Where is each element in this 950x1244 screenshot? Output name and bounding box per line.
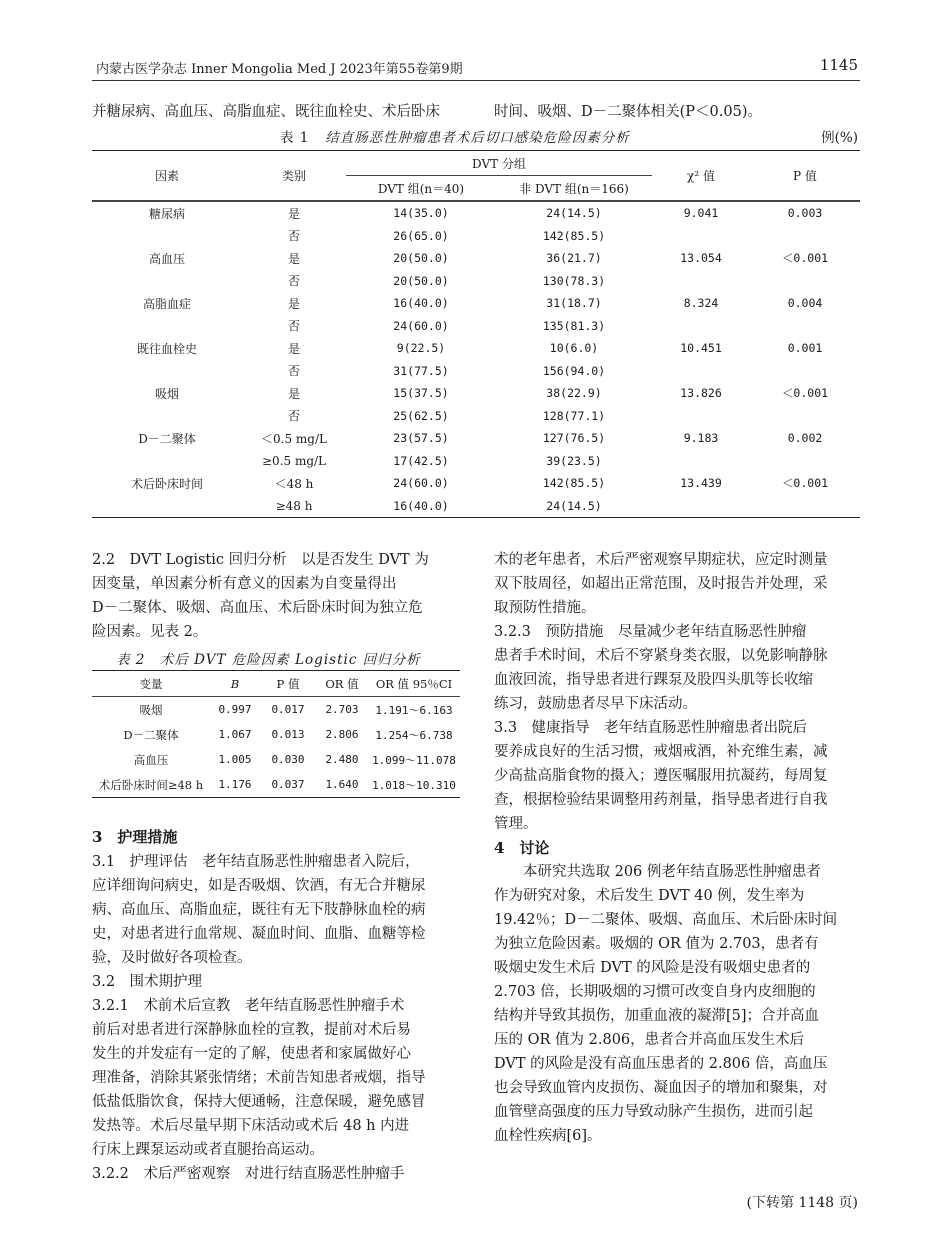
t1-cell-category: ＜0.5 mg/L (261, 431, 327, 446)
s323-line: 血液回流，指导患者进行踝泵及股四头肌等长收缩 (494, 672, 813, 688)
s31-line: 验，及时做好各项检查。 (92, 950, 252, 966)
t1-header-category: 类别 (281, 169, 306, 183)
t1-cell-category: 否 (287, 364, 300, 379)
s321-line: 3.2.1 术前术后宣教 老年结直肠恶性肿瘤手术 (92, 998, 405, 1014)
s31-line: 病、高血压、高脂血症，既往有无下肢静脉血栓的病 (92, 902, 426, 918)
t1-header-group: DVT 分组 (346, 151, 652, 176)
s22-line: 2.2 DVT Logistic 回归分析 以是否发生 DVT 为 (92, 552, 429, 568)
cont322-line: 双下肢周径，如超出正常范围，及时报告并处理，采 (494, 576, 828, 592)
t1-header-non-dvt: 非 DVT 组(n＝166) (519, 181, 629, 196)
t1-cell-chi: 9.041 (683, 206, 719, 221)
s31-line: 3.1 护理评估 老年结直肠恶性肿瘤患者入院后， (92, 854, 420, 870)
t1-cell-dvt: 9(22.5) (396, 341, 446, 356)
t1-cell-dvt: 31(77.5) (393, 363, 449, 378)
t1-cell-category: ≥48 h (275, 498, 313, 513)
t1-cell-dvt: 20(50.0) (393, 273, 449, 288)
s4-line: 吸烟史发生术后 DVT 的风险是没有吸烟史患者的 (494, 960, 811, 976)
t1-cell-dvt: 15(37.5) (393, 386, 449, 401)
t2-cell-p: 0.030 (271, 753, 305, 766)
continued-note: (下转第 1148 页) (746, 1195, 858, 1211)
table-row (92, 747, 460, 772)
s4-line: 血栓性疾病[6]。 (494, 1128, 602, 1144)
t2-cell-or: 1.640 (325, 778, 359, 791)
t1-cell-factor (92, 495, 242, 518)
t1-cell-non-dvt: 24(14.5) (546, 206, 602, 221)
t2-cell-ci: 1.254～6.738 (375, 728, 453, 742)
table-row (92, 337, 860, 360)
t1-header-factor: 因素 (154, 169, 179, 183)
t1-cell-factor (92, 315, 242, 338)
right-column (494, 548, 860, 1148)
table1-unit: 例(%) (821, 130, 858, 146)
cont322-line: 术的老年患者，术后严密观察早期症状，应定时测量 (494, 552, 828, 568)
t1-cell-non-dvt: 31(18.7) (546, 296, 602, 311)
t1-cell-non-dvt: 156(94.0) (542, 363, 606, 378)
t1-cell-dvt: 16(40.0) (393, 498, 449, 513)
t1-cell-factor (92, 405, 242, 428)
t1-cell-chi: 13.439 (680, 476, 722, 491)
t1-cell-category: 是 (287, 206, 300, 221)
s323-line: 练习，鼓励患者尽早下床活动。 (494, 696, 697, 712)
t1-cell-p: ＜0.001 (781, 251, 829, 266)
t2-cell-b: 0.997 (218, 703, 252, 716)
s4-line: 结构并导致其损伤，加重血液的凝滞[5]；合并高血 (494, 1008, 820, 1024)
table1-caption-number: 表 1 (280, 130, 310, 146)
t2-cell-ci: 1.099～11.078 (372, 753, 456, 767)
s33-line: 查，根据检验结果调整用药剂量，指导患者进行自我 (494, 792, 828, 808)
s323-line: 患者手术时间，术后不穿紧身类衣服，以免影响静脉 (494, 648, 828, 664)
table-row (92, 315, 860, 338)
section-2-2 (92, 548, 460, 644)
t1-cell-factor: 既往血栓史 (136, 341, 197, 356)
t1-cell-dvt: 16(40.0) (393, 296, 449, 311)
header-rule (92, 80, 860, 81)
t1-cell-non-dvt: 135(81.3) (542, 318, 606, 333)
t2-cell-b: 1.176 (218, 778, 252, 791)
table-row (92, 360, 860, 383)
s4-line: 作为研究对象，术后发生 DVT 40 例，发生率为 (494, 888, 805, 904)
s31-line: 应详细询问病史，如是否吸烟、饮酒，有无合并糖尿 (92, 878, 426, 894)
t1-cell-category: ＜48 h (274, 476, 314, 491)
t1-cell-chi (652, 495, 750, 518)
s4-line: 19.42％；D－二聚体、吸烟、高血压、术后卧床时间 (494, 912, 838, 928)
t1-cell-non-dvt: 38(22.9) (546, 386, 602, 401)
t2-header-b: B (230, 676, 240, 691)
t1-cell-p (750, 495, 860, 518)
t1-cell-chi: 10.451 (680, 341, 722, 356)
table-row (92, 472, 860, 495)
s321-line: 发生的并发症有一定的了解，使患者和家属做好心 (92, 1046, 411, 1062)
s4-line: 血管壁高强度的压力导致动脉产生损伤，进而引起 (494, 1104, 813, 1120)
top-line-left: 并糖尿病、高血压、高脂血症、既往血栓史、术后卧床 (92, 104, 440, 120)
t1-cell-factor (92, 360, 242, 383)
table2 (92, 670, 460, 798)
t1-cell-dvt: 14(35.0) (393, 206, 449, 221)
t1-cell-p: 0.002 (787, 431, 823, 446)
s323-line: 3.2.3 预防措施 尽量减少老年结直肠恶性肿瘤 (494, 624, 807, 640)
s321-line: 行床上踝泵运动或者直腿抬高运动。 (92, 1142, 324, 1158)
t2-cell-or: 2.480 (325, 753, 359, 766)
s32-heading: 3.2 围术期护理 (92, 974, 203, 990)
t1-cell-dvt: 24(60.0) (393, 476, 449, 491)
s22-line: D－二聚体、吸烟、高血压、术后卧床时间为独立危 (92, 600, 423, 616)
s22-line: 因变量，单因素分析有意义的因素为自变量得出 (92, 576, 397, 592)
t1-cell-non-dvt: 142(85.5) (542, 228, 606, 243)
t2-cell-p: 0.017 (271, 703, 305, 716)
s4-line: 2.703 倍，长期吸烟的习惯可改变自身内皮细胞的 (494, 984, 816, 1000)
table-row (92, 722, 460, 747)
table-row (92, 292, 860, 315)
s4-line: 也会导致血管内皮损伤、凝血因子的增加和聚集，对 (494, 1080, 828, 1096)
t1-cell-factor: D－二聚体 (138, 431, 196, 446)
section-4-title: 4 讨论 (494, 839, 550, 857)
section-3-title: 3 护理措施 (92, 828, 178, 846)
t1-cell-factor (92, 225, 242, 248)
t1-cell-factor: 术后卧床时间 (130, 476, 203, 491)
table-row (92, 697, 460, 723)
t1-cell-dvt: 20(50.0) (393, 251, 449, 266)
t1-cell-p (750, 450, 860, 473)
table-row (92, 405, 860, 428)
s33-line: 3.3 健康指导 老年结直肠恶性肿瘤患者出院后 (494, 720, 808, 736)
t1-cell-non-dvt: 142(85.5) (542, 476, 606, 491)
table1-caption (280, 126, 630, 146)
s321-line: 低盐低脂饮食，保持大便通畅，注意保暖，避免感冒 (92, 1094, 426, 1110)
section-3-1 (92, 850, 460, 1186)
t1-cell-dvt: 25(62.5) (393, 408, 449, 423)
table-row (92, 495, 860, 518)
t1-cell-p (750, 270, 860, 293)
t1-cell-non-dvt: 36(21.7) (546, 251, 602, 266)
table1-caption-text: 结直肠恶性肿瘤患者术后切口感染危险因素分析 (325, 130, 630, 146)
table-row (92, 772, 460, 798)
s321-line: 理准备，消除其紧张情绪；术前告知患者戒烟，指导 (92, 1070, 426, 1086)
s22-line: 险因素。见表 2。 (92, 624, 208, 640)
t1-cell-chi (652, 270, 750, 293)
table1 (92, 150, 860, 518)
t1-cell-category: 是 (287, 386, 300, 401)
t1-cell-category: 否 (287, 274, 300, 289)
t1-cell-category: 否 (287, 409, 300, 424)
t1-cell-category: 否 (287, 319, 300, 334)
t2-header-p: P 值 (276, 676, 300, 691)
t1-cell-chi: 9.183 (683, 431, 719, 446)
t1-cell-p: 0.001 (787, 341, 823, 356)
t1-cell-factor (92, 270, 242, 293)
t1-cell-non-dvt: 130(78.3) (542, 273, 606, 288)
top-line-right: 时间、吸烟、D－二聚体相关(P＜0.05)。 (494, 104, 762, 120)
t2-cell-var: 术后卧床时间≥48 h (98, 777, 204, 792)
t1-cell-chi (652, 405, 750, 428)
s4-line: 本研究共选取 206 例老年结直肠恶性肿瘤患者 (494, 864, 821, 880)
t1-cell-chi (652, 225, 750, 248)
t1-cell-chi (652, 315, 750, 338)
t1-cell-chi: 8.324 (683, 296, 719, 311)
t1-header-p: P 值 (793, 169, 817, 183)
table-row (92, 247, 860, 270)
table2-body (92, 697, 460, 798)
t1-cell-non-dvt: 39(23.5) (546, 453, 602, 468)
t1-cell-factor: 高血压 (148, 251, 185, 266)
t2-header-or: OR 值 (325, 676, 359, 691)
t1-cell-category: 是 (287, 341, 300, 356)
t1-cell-chi (652, 450, 750, 473)
table1-body (92, 202, 860, 518)
t1-cell-category: ≥0.5 mg/L (261, 453, 327, 468)
table2-caption: 表 2 术后 DVT 危险因素 Logistic 回归分析 (116, 652, 421, 668)
t2-cell-ci: 1.191～6.163 (375, 703, 453, 717)
t1-cell-p: ＜0.001 (781, 386, 829, 401)
s4-line: 为独立危险因素。吸烟的 OR 值为 2.703，患者有 (494, 936, 819, 952)
t1-cell-non-dvt: 127(76.5) (542, 431, 606, 446)
t2-cell-b: 1.005 (218, 753, 252, 766)
page-number: 1145 (819, 56, 858, 74)
t1-cell-non-dvt: 10(6.0) (549, 341, 599, 356)
t1-cell-p (750, 360, 860, 383)
t1-cell-dvt: 23(57.5) (393, 431, 449, 446)
t1-cell-non-dvt: 24(14.5) (546, 498, 602, 513)
t1-cell-category: 是 (287, 251, 300, 266)
t1-cell-p (750, 225, 860, 248)
t2-cell-var: D－二聚体 (123, 727, 179, 742)
s33-line: 管理。 (494, 816, 538, 832)
t1-cell-p: 0.004 (787, 296, 823, 311)
t1-cell-p: ＜0.001 (781, 476, 829, 491)
t2-cell-ci: 1.018～10.310 (372, 778, 456, 792)
t1-cell-chi (652, 360, 750, 383)
table-row (92, 382, 860, 405)
t1-cell-factor: 糖尿病 (148, 206, 185, 221)
s33-line: 少高盐高脂食物的摄入；遵医嘱服用抗凝药，每周复 (494, 768, 828, 784)
s4-line: DVT 的风险是没有高血压患者的 2.806 倍，高血压 (494, 1056, 828, 1072)
table-row (92, 450, 860, 473)
t1-cell-non-dvt: 128(77.1) (542, 408, 606, 423)
t1-header-dvt: DVT 组(n＝40) (377, 181, 465, 196)
t2-header-var: 变量 (139, 676, 163, 691)
t1-cell-chi: 13.054 (680, 251, 722, 266)
t2-cell-b: 1.067 (218, 728, 252, 741)
t1-cell-dvt: 17(42.5) (393, 453, 449, 468)
s31-line: 史，对患者进行血常规、凝血时间、血脂、血糖等检 (92, 926, 426, 942)
t1-cell-dvt: 26(65.0) (393, 228, 449, 243)
running-header: 内蒙古医学杂志 Inner Mongolia Med J 2023年第55卷第9期 (96, 62, 463, 77)
s4-line: 压的 OR 值为 2.806，患者合并高血压发生术后 (494, 1032, 805, 1048)
s321-line: 前后对患者进行深静脉血栓的宣教，提前对术后易 (92, 1022, 411, 1038)
t2-cell-var: 吸烟 (139, 702, 163, 717)
t2-header-ci: OR 值 95％CI (375, 676, 453, 691)
t1-cell-dvt: 24(60.0) (393, 318, 449, 333)
table-row (92, 225, 860, 248)
t1-cell-factor: 高脂血症 (142, 296, 191, 311)
s33-line: 要养成良好的生活习惯，戒烟戒酒，补充维生素，减 (494, 744, 828, 760)
t1-cell-p (750, 405, 860, 428)
t2-cell-or: 2.703 (325, 703, 359, 716)
table-row (92, 427, 860, 450)
t2-cell-p: 0.013 (271, 728, 305, 741)
table-row (92, 202, 860, 225)
table-row (92, 270, 860, 293)
t1-cell-p: 0.003 (787, 206, 823, 221)
t1-cell-chi: 13.826 (680, 386, 722, 401)
t1-cell-factor: 吸烟 (154, 386, 179, 401)
t1-cell-category: 否 (287, 229, 300, 244)
t1-header-chi: χ² 值 (687, 169, 715, 183)
t2-cell-or: 2.806 (325, 728, 359, 741)
s322-heading: 3.2.2 术后严密观察 对进行结直肠恶性肿瘤手 (92, 1166, 405, 1182)
s321-line: 发热等。术后尽量早期下床活动或术后 48 h 内进 (92, 1118, 410, 1134)
cont322-line: 取预防性措施。 (494, 600, 596, 616)
t1-cell-p (750, 315, 860, 338)
t2-cell-p: 0.037 (271, 778, 305, 791)
t2-cell-var: 高血压 (133, 752, 169, 767)
t1-cell-category: 是 (287, 296, 300, 311)
t1-cell-factor (92, 450, 242, 473)
